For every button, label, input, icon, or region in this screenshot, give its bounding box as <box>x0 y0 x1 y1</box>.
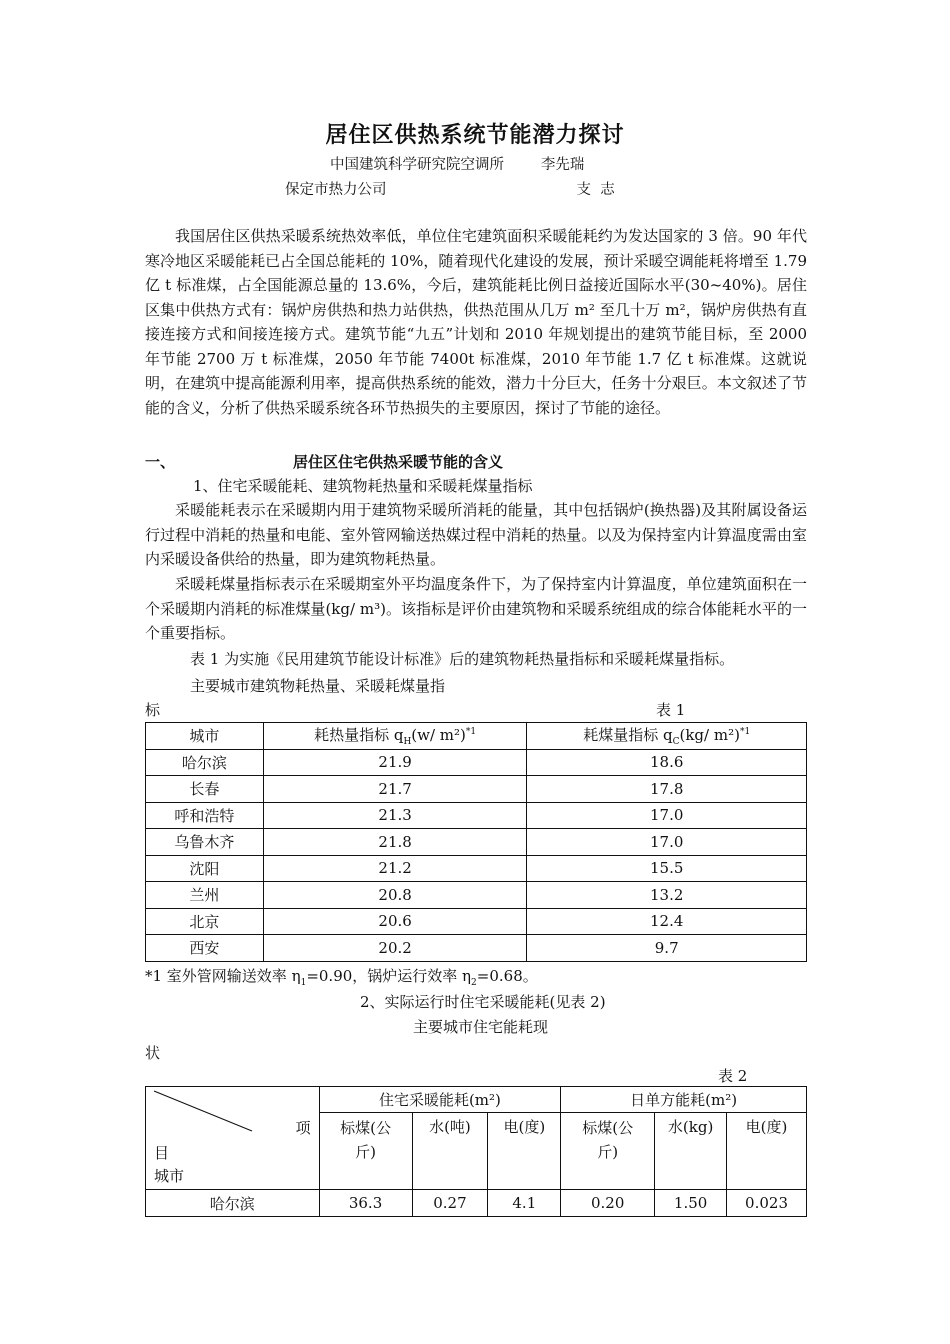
table-1 <box>145 722 807 962</box>
table-caption: 状 <box>145 1044 161 1062</box>
table-row: 西安 20.2 9.7 <box>146 935 807 962</box>
author-name: 李先瑞 <box>540 157 585 173</box>
table-row: 长春 21.7 17.8 <box>146 776 807 803</box>
author-name: 支 志 <box>576 182 615 198</box>
author-org: 中国建筑科学研究院空调所 <box>330 157 504 173</box>
group-header: 日单方能耗(m²) <box>561 1087 807 1113</box>
subsection-heading: 2、实际运行时住宅采暖能耗(见表 2) <box>360 993 606 1011</box>
column-header: 城市 <box>146 723 264 750</box>
paragraph: 表 1 为实施《民用建筑节能设计标准》后的建筑物耗热量指标和采暖耗煤量指标。 <box>190 650 735 668</box>
column-header: 水(吨) <box>412 1113 488 1190</box>
table-header-row <box>146 723 807 750</box>
table-caption: 主要城市建筑物耗热量、采暖耗煤量指 <box>190 677 446 695</box>
paragraph: 采暖能耗表示在采暖期内用于建筑物采暖所消耗的能量，其中包括锅炉(换热器)及其附属设备运行过程中消耗的热量和电能、室外管网输送热媒过程中消耗的热量。以及为保持室内计算温度需由室内采暖设备供给的热量，即为建筑物耗热量。 <box>145 501 807 568</box>
table-caption: 主要城市住宅能耗现 <box>413 1018 549 1036</box>
table-row: 乌鲁木齐 21.8 17.0 <box>146 829 807 856</box>
table-2 <box>145 1086 807 1217</box>
intro-paragraph: 我国居住区供热采暖系统热效率低，单位住宅建筑面积采暖能耗约为发达国家的 3 倍。90 年代寒冷地区采暖能耗已占全国总能耗的 10%，随着现代化建设的发展，预计采暖空调能耗将增至 1.79 亿 t 标准煤，占全国能源总量的 13.6%，今后，建筑能耗比例日益接近国际水平(30~40%)。居住区集中供热方式有：锅炉房供热和热力站供热，供热范围从几万 m² 至几十万 m²，锅炉房供热有直接连接方式和间接连接方式。建筑节能“九五”计划和 2010 年规划提出的建筑节能目标，至 2000 年节能 2700 万 t 标准煤，2050 年节能 7400t 标准煤，2010 年节能 1.7 亿 t 标准煤。这就说明，在建筑中提高能源利用率，提高供热系统的能效，潜力十分巨大，任务十分艰巨。本文叙述了节能的含义，分析了供热采暖系统各环节热损失的主要原因，探讨了节能的途径。 <box>145 227 807 417</box>
table-row: 沈阳 21.2 15.5 <box>146 855 807 882</box>
table-footnote: *1 室外管网输送效率 $\eta_1=0.90$，锅炉运行效率 $\eta_2=0.68$。 <box>145 967 538 988</box>
table-header-row <box>146 1087 807 1113</box>
section-title: 居住区住宅供热采暖节能的含义 <box>293 453 504 471</box>
table-row: 哈尔滨 36.3 0.27 4.1 0.20 1.50 0.023 <box>146 1190 807 1217</box>
group-header: 住宅采暖能耗(m²) <box>319 1087 561 1113</box>
column-header: 标煤(公斤) <box>319 1113 412 1190</box>
diagonal-header-cell <box>146 1087 320 1190</box>
paragraph: 采暖耗煤量指标表示在采暖期室外平均温度条件下，为了保持室内计算温度，单位建筑面积在一个采暖期内消耗的标准煤量(kg/ m³)。该指标是评价由建筑物和采暖系统组成的综合体能耗水平的一个重要指标。 <box>145 575 807 642</box>
author-line-2 <box>285 178 615 199</box>
author-org: 保定市热力公司 <box>285 182 387 198</box>
table-label: 表 2 <box>718 1067 748 1085</box>
table-row: 呼和浩特 21.3 17.0 <box>146 802 807 829</box>
table-row: 北京 20.6 12.4 <box>146 908 807 935</box>
table-label: 表 1 <box>656 701 686 719</box>
corner-label: 目 <box>154 1144 170 1162</box>
column-header: 水(kg) <box>655 1113 727 1190</box>
corner-label: 城市 <box>154 1167 185 1185</box>
subsection-heading: 1、住宅采暖能耗、建筑物耗热量和采暖耗煤量指标 <box>193 477 533 495</box>
table-row: 哈尔滨 21.9 18.6 <box>146 749 807 776</box>
column-header: 电(度) <box>488 1113 561 1190</box>
column-header: 耗煤量指标 $q_C(kg/$ m²)$^{*1}$ <box>527 723 807 750</box>
table-caption: 标 <box>145 701 161 719</box>
corner-label: 项 <box>295 1119 311 1137</box>
table-row: 兰州 20.8 13.2 <box>146 882 807 909</box>
author-line-1 <box>330 153 584 174</box>
page-title: 居住区供热系统节能潜力探讨 <box>325 123 625 148</box>
column-header: 耗热量指标 $q_H(w/$ m²)$^{*1}$ <box>263 723 527 750</box>
column-header: 电(度) <box>727 1113 807 1190</box>
section-number: 一、 <box>145 453 176 471</box>
column-header: 标煤(公斤) <box>561 1113 655 1190</box>
